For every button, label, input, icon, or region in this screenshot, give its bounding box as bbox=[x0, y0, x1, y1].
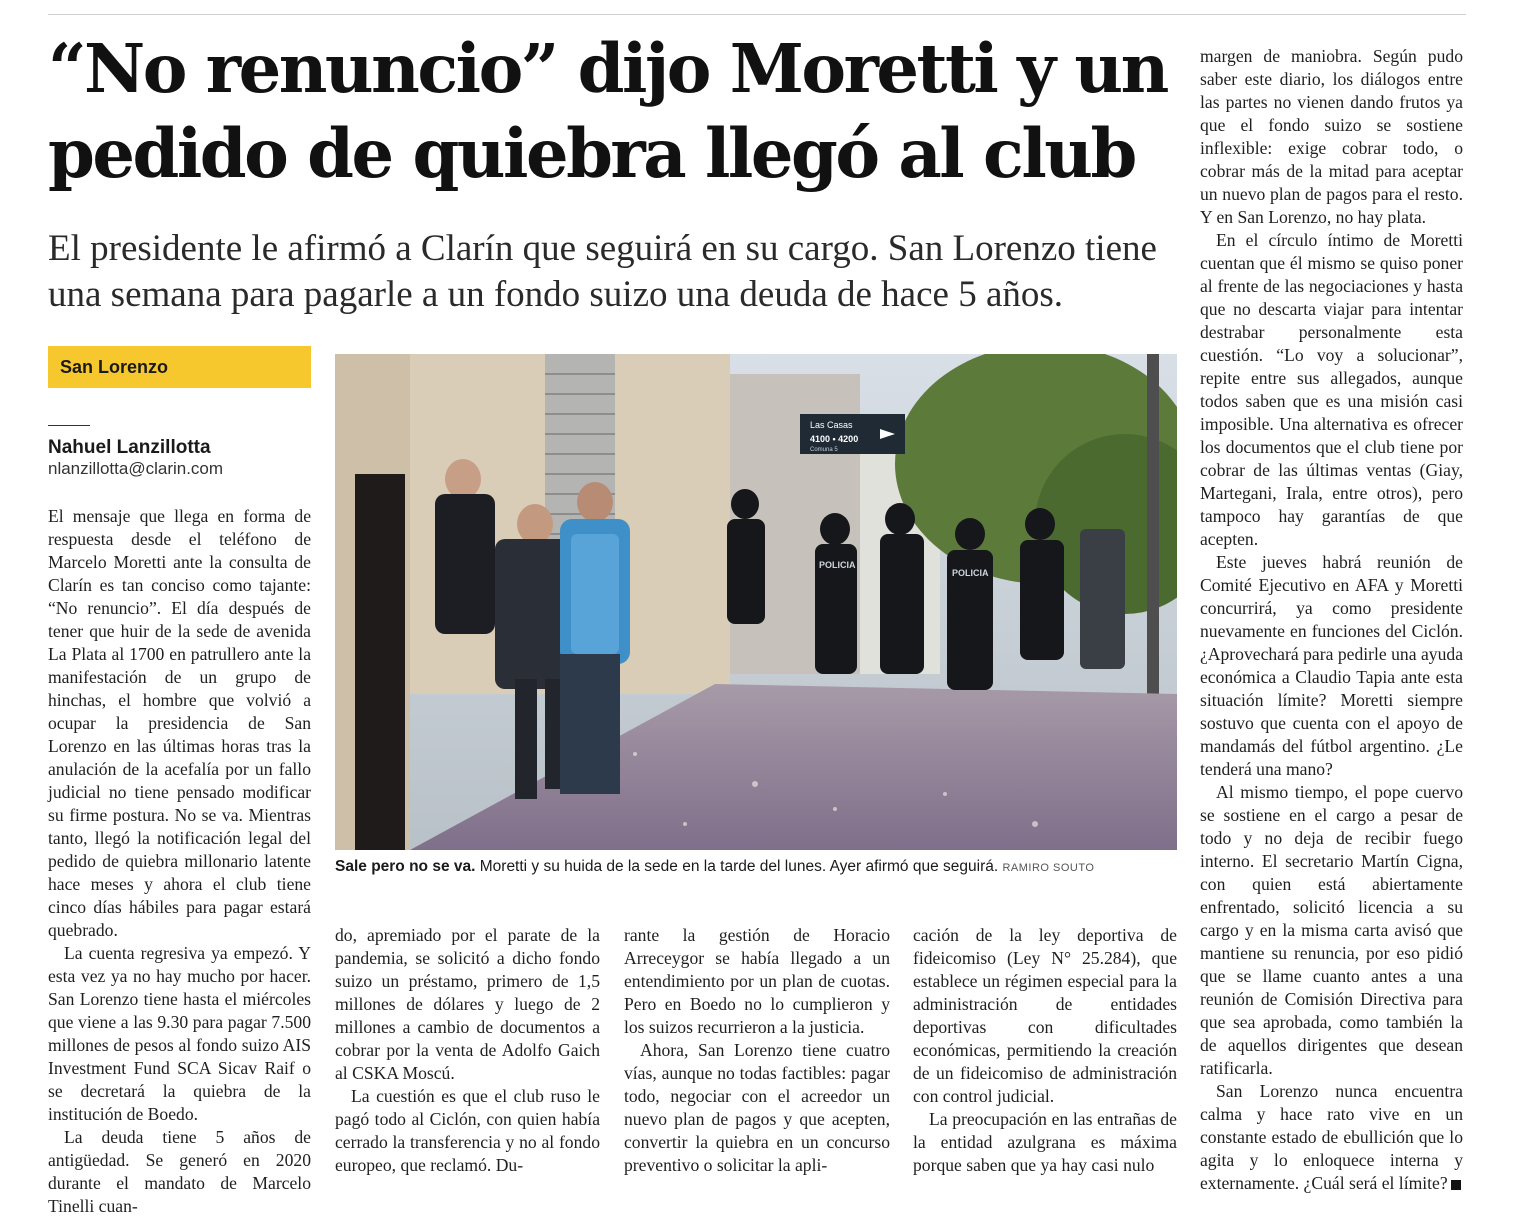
body-column-5 bbox=[1200, 45, 1463, 1195]
top-rule bbox=[48, 14, 1466, 15]
body-column-1 bbox=[48, 505, 311, 1218]
author-rule bbox=[48, 425, 90, 426]
body-column-4 bbox=[913, 924, 1177, 1177]
paragraph: do, apremiado por el parate de la pandemia, se solicitó a dicho fondo suizo un préstamo, primero de 1,5 millones de dólares y luego de 2 millones a cambio de documentos a cobrar por la venta de Adolfo Gaich al CSKA Moscú. bbox=[335, 925, 600, 1083]
body-column-3 bbox=[624, 924, 890, 1177]
author-name: Nahuel Lanzillotta bbox=[48, 437, 211, 458]
paragraph: Ahora, San Lorenzo tiene cuatro vías, aunque no todas factibles: pagar todo, negociar con el acreedor un nuevo plan de pagos y que acepten, convertir la quiebra en un concurso preventivo o solicitar la apli- bbox=[624, 1040, 890, 1175]
caption-lead: Sale pero no se va. bbox=[335, 858, 476, 875]
paragraph bbox=[1200, 1080, 1463, 1195]
paragraph: El mensaje que llega en forma de respuesta desde el teléfono de Marcelo Moretti ante la consulta de Clarín es tan conciso como tajante: “No renuncio”. El día después de tener que huir de la sede de avenida La Plata al 1700 en patrullero ante la manifestación de un grupo de hinchas, el hombre que volvió a ocupar la presidencia de San Lorenzo en las últimas horas tras la anulación de la acefalía por un fallo judicial no tiene pensado modificar su firme postura. No se va. Mientras tanto, llegó la notificación legal del pedido de quiebra millonario latente hace meses y ahora el club tiene cinco días hábiles para pagar estará quebrado. bbox=[48, 506, 311, 940]
paragraph: cación de la ley deportiva de fideicomiso (Ley N° 25.284), que establece un régimen especial para la administración de entidades deportivas con dificultades económicas, permitiendo la creación de un fideicomiso de administración con control judicial. bbox=[913, 925, 1177, 1106]
paragraph: Este jueves habrá reunión de Comité Ejecutivo en AFA y Moretti concurrirá, ya como presidente nuevamente en funciones del Ciclón. ¿Aprovechará para pedirle una ayuda económica a Claudio Tapia ante esta situación límite? Moretti siempre sostuvo que cuenta con el apoyo de mandamás del fútbol argentino. ¿Le tenderá una mano? bbox=[1200, 552, 1463, 779]
street-sign-name: Las Casas bbox=[810, 420, 853, 430]
police-vest-label: POLICIA bbox=[819, 560, 856, 570]
photo-caption bbox=[335, 858, 1177, 876]
paragraph: Al mismo tiempo, el pope cuervo se sostiene en el cargo a pesar de todo y no deja de recibir fuego interno. El secretario Martín Cigna, con quien está abiertamente enfrentado, solicitó licencia a su cargo y en la misma carta avisó que mantiene su renuncia, por eso pidió que se llame cuanto antes a una reunión de Comisión Directiva para que sea aprobada, como también la de aquellos dirigentes que desean ratificarla. bbox=[1200, 782, 1463, 1078]
street-sign-numbers: 4100 • 4200 bbox=[810, 434, 859, 444]
paragraph: La preocupación en las entrañas de la entidad azulgrana es máxima porque saben que ya hay casi nulo bbox=[913, 1109, 1177, 1175]
section-tag: San Lorenzo bbox=[48, 346, 311, 388]
body-column-2 bbox=[335, 924, 600, 1177]
deck-subtitle: El presidente le afirmó a Clarín que seguirá en su cargo. San Lorenzo tiene una semana para pagarle a un fondo suizo una deuda de hace 5 años. bbox=[48, 228, 1157, 315]
caption-text: Moretti y su huida de la sede en la tarde del lunes. Ayer afirmó que seguirá. bbox=[475, 858, 999, 875]
paragraph: La cuenta regresiva ya empezó. Y esta vez ya no hay mucho por hacer. San Lorenzo tiene hasta el miércoles que viene a las 9.30 para pagar 7.500 millones de pesos al fondo suizo AIS Investment Fund SCA Sicav Raif o se decretará la quiebra de la institución de Boedo. bbox=[48, 943, 311, 1124]
street-sign-small: Comuna 5 bbox=[810, 447, 838, 453]
paragraph: La deuda tiene 5 años de antigüedad. Se generó en 2020 durante el mandato de Marcelo Tinelli cuan- bbox=[48, 1127, 311, 1216]
author-email: nlanzillotta@clarin.com bbox=[48, 459, 224, 478]
end-mark-icon bbox=[1451, 1180, 1461, 1190]
headline: “No renuncio” dijo Moretti y un pedido de quiebra llegó al club bbox=[48, 29, 1167, 193]
final-paragraph-text: San Lorenzo nunca encuentra calma y hace rato vive en un constante estado de ebullición que lo agita y lo enloquece interna y externamente. ¿Cuál será el límite? bbox=[1200, 1081, 1463, 1193]
paragraph: En el círculo íntimo de Moretti cuentan que él mismo se quiso poner al frente de las negociaciones y hasta que no descarta viajar para intentar destrabar personalmente esta cuestión. “Lo voy a solucionar”, repite entre sus allegados, aunque todos saben que es una misión casi imposible. Una alternativa es ofrecer los documentos que el club tiene por cobrar de las últimas ventas (Giay, Martegani, Irala, entre otros), pero tampoco hay garantías de que acepten. bbox=[1200, 230, 1463, 549]
paragraph: rante la gestión de Horacio Arreceygor se había llegado a un entendimiento por un plan de cuotas. Pero en Boedo no lo cumplieron y los suizos recurrieron a la justicia. bbox=[624, 925, 890, 1037]
news-photo bbox=[335, 354, 1177, 850]
paragraph: La cuestión es que el club ruso le pagó todo al Ciclón, con quien había cerrado la transferencia y no al fondo europeo, que reclamó. Du- bbox=[335, 1086, 600, 1175]
paragraph: margen de maniobra. Según pudo saber este diario, los diálogos entre las partes no vienen dando frutos ya que el fondo suizo se sostiene inflexible: exige cobrar todo, o cobrar más de la mitad para aceptar un nuevo plan de pagos para el resto. Y en San Lorenzo, no hay plata. bbox=[1200, 46, 1463, 227]
police-vest-label: POLICIA bbox=[952, 568, 989, 578]
photo-credit: RAMIRO SOUTO bbox=[1002, 862, 1095, 874]
